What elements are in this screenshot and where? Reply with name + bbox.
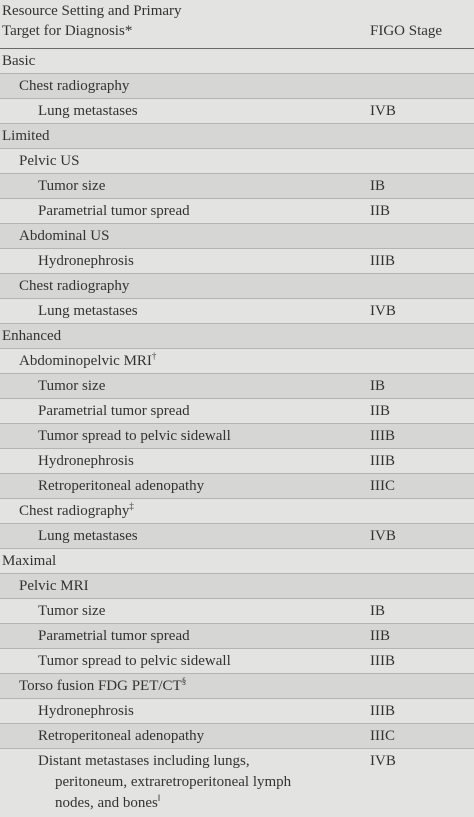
row-label	[38, 399, 190, 423]
figo-stage: IVB	[370, 303, 396, 319]
row-label	[2, 549, 56, 573]
table-row	[0, 749, 474, 817]
table-row	[0, 324, 474, 349]
row-label	[19, 149, 79, 173]
row-label-text: Lung metastases	[38, 103, 138, 119]
table-row	[0, 224, 474, 249]
row-label-text: Chest radiography	[19, 503, 130, 519]
table-row	[0, 274, 474, 299]
row-label-text: Pelvic US	[19, 153, 80, 169]
row-label-text: Lung metastases	[38, 528, 138, 544]
table-row	[0, 524, 474, 549]
row-label-text: Chest radiography	[19, 278, 130, 294]
row-label-text: Hydronephrosis	[38, 253, 134, 269]
row-label	[19, 499, 134, 523]
table-row	[0, 574, 474, 599]
row-label	[2, 324, 61, 348]
row-label-text: Pelvic MRI	[19, 578, 89, 594]
row-label	[2, 124, 50, 148]
footnote-marker: §	[181, 676, 187, 686]
table-row	[0, 299, 474, 324]
figo-stage: IIB	[370, 203, 390, 219]
row-label	[38, 624, 190, 648]
figo-stage: IIIB	[370, 653, 395, 669]
column-header-resource-line1: Resource Setting and Primary	[2, 3, 182, 19]
row-label-text: Torso fusion FDG PET/CT	[19, 678, 182, 694]
row-label-text: Hydronephrosis	[38, 453, 134, 469]
figo-stage: IIIB	[370, 453, 395, 469]
table-row	[0, 174, 474, 199]
row-label	[38, 299, 138, 323]
figo-stage: IIB	[370, 403, 390, 419]
table-row	[0, 474, 474, 499]
figo-stage: IIIB	[370, 703, 395, 719]
table-row	[0, 674, 474, 699]
row-label-text: Distant metastases including lungs,	[38, 753, 250, 769]
row-label-text: Retroperitoneal adenopathy	[38, 728, 205, 744]
row-label-continuation: nodes, and bones‖	[55, 793, 161, 811]
row-label	[19, 349, 156, 373]
row-label	[38, 599, 105, 623]
row-label	[38, 199, 190, 223]
table-row	[0, 499, 474, 524]
row-label	[19, 74, 129, 98]
row-label	[19, 224, 109, 248]
row-label-text: Tumor size	[38, 178, 106, 194]
table-row	[0, 549, 474, 574]
row-label-text: Lung metastases	[38, 303, 138, 319]
figo-stage: IIIC	[370, 728, 395, 744]
figo-stage: IVB	[370, 753, 396, 769]
table-row	[0, 599, 474, 624]
row-label	[38, 249, 134, 273]
column-header-resource	[2, 1, 182, 41]
table-body	[0, 49, 474, 817]
row-label	[38, 174, 105, 198]
row-label-continuation: peritoneum, extraretroperitoneal lymph	[55, 774, 292, 790]
row-label-text: Tumor size	[38, 603, 106, 619]
figo-stage: IIIB	[370, 428, 395, 444]
row-label-text: Maximal	[2, 553, 57, 569]
figo-stage: IIIB	[370, 253, 395, 269]
figo-stage: IB	[370, 178, 385, 194]
row-label	[38, 99, 138, 123]
row-label-text: Tumor spread to pelvic sidewall	[38, 653, 231, 669]
row-label	[38, 449, 134, 473]
row-label	[38, 374, 105, 398]
figo-stage: IVB	[370, 528, 396, 544]
row-label	[2, 49, 35, 73]
column-header-resource-line2: Target for Diagnosis*	[2, 23, 133, 39]
figo-stage: IVB	[370, 103, 396, 119]
row-label	[38, 524, 138, 548]
row-label-text: Retroperitoneal adenopathy	[38, 478, 205, 494]
table-row	[0, 149, 474, 174]
footnote-marker: ‖	[157, 793, 161, 803]
row-label-text: Abdominal US	[19, 228, 110, 244]
row-label	[38, 724, 204, 748]
column-header-figo-stage: FIGO Stage	[370, 23, 443, 39]
row-label	[38, 699, 134, 723]
table-row	[0, 724, 474, 749]
row-label	[19, 574, 89, 598]
table-row	[0, 624, 474, 649]
row-label-text: Chest radiography	[19, 78, 130, 94]
table-row	[0, 349, 474, 374]
row-label	[19, 674, 186, 698]
table-row	[0, 124, 474, 149]
row-label-text: Basic	[2, 53, 36, 69]
row-label	[38, 474, 204, 498]
table-row	[0, 74, 474, 99]
row-label-text: Enhanced	[2, 328, 62, 344]
figo-stage: IB	[370, 378, 385, 394]
table-row	[0, 699, 474, 724]
row-label	[19, 274, 129, 298]
table-row	[0, 49, 474, 74]
figo-stage: IIIC	[370, 478, 395, 494]
table-row	[0, 374, 474, 399]
row-label-text: Parametrial tumor spread	[38, 403, 190, 419]
table-row	[0, 199, 474, 224]
table-row	[0, 649, 474, 674]
row-label	[38, 424, 231, 448]
footnote-marker: ‡	[129, 501, 134, 511]
row-label	[38, 751, 358, 814]
row-label-text: Tumor size	[38, 378, 106, 394]
table-row	[0, 249, 474, 274]
table-row	[0, 399, 474, 424]
row-label-text: Abdominopelvic MRI	[19, 353, 152, 369]
figo-stage: IIB	[370, 628, 390, 644]
row-label-text: Tumor spread to pelvic sidewall	[38, 428, 231, 444]
row-label-text: Parametrial tumor spread	[38, 203, 190, 219]
table-header	[0, 0, 474, 49]
row-label-text: Parametrial tumor spread	[38, 628, 190, 644]
table-row	[0, 449, 474, 474]
row-label-text: Hydronephrosis	[38, 703, 134, 719]
figo-stage: IB	[370, 603, 385, 619]
footnote-marker: †	[151, 351, 157, 361]
table-row	[0, 99, 474, 124]
table-row	[0, 424, 474, 449]
row-label	[38, 649, 231, 673]
row-label-text: Limited	[2, 128, 50, 144]
